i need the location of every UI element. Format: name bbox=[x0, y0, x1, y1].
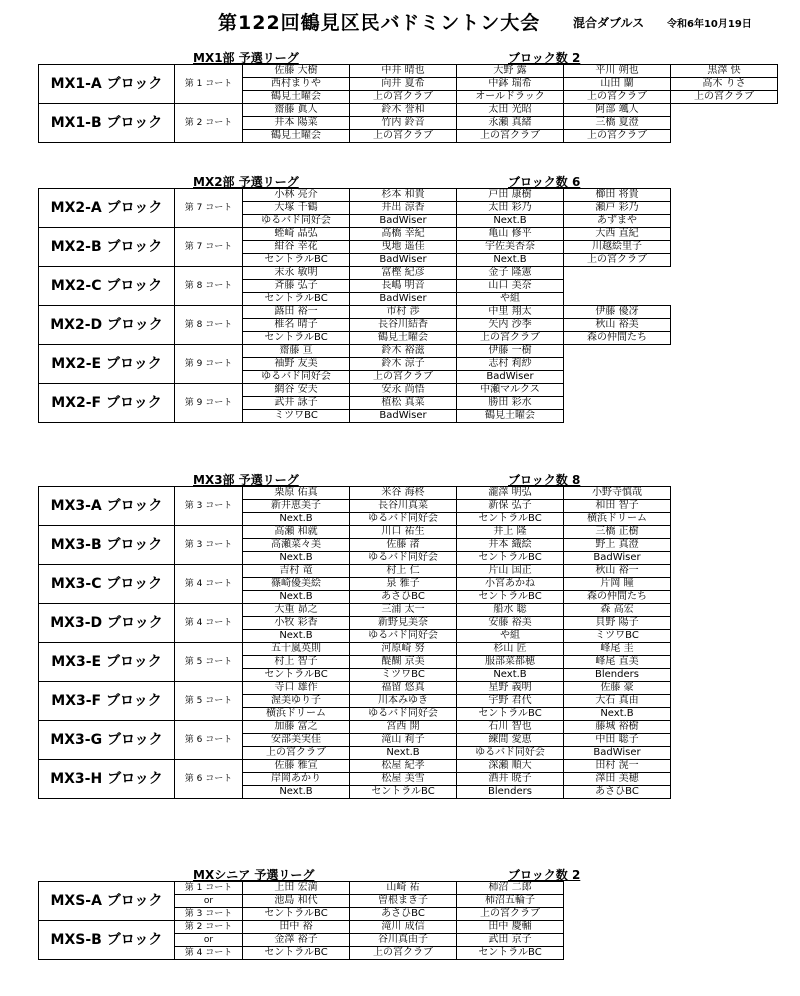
player-name: 松屋 美雪 bbox=[350, 773, 457, 786]
empty-cell bbox=[564, 267, 671, 280]
player-name: 富樫 紀彦 bbox=[350, 267, 457, 280]
player-name: 佐藤 豪 bbox=[564, 682, 671, 695]
player-name: 澤田 美穂 bbox=[564, 773, 671, 786]
court-label: 第 5 コート bbox=[175, 643, 243, 682]
court-label: or bbox=[175, 895, 243, 908]
block-name: MX2-A ブロック bbox=[39, 189, 175, 228]
player-name: 矢内 沙季 bbox=[457, 319, 564, 332]
team-name: セントラルBC bbox=[457, 513, 564, 526]
table-row bbox=[39, 526, 671, 539]
player-name: 滝山 莉子 bbox=[350, 734, 457, 747]
table-row bbox=[39, 882, 564, 895]
player-name: 蕗田 裕一 bbox=[243, 306, 350, 319]
player-name: 村上 仁 bbox=[350, 565, 457, 578]
player-name: 長谷川結香 bbox=[350, 319, 457, 332]
event-date: 令和6年10月19日 bbox=[667, 19, 752, 30]
team-name: 鶴見土曜会 bbox=[243, 91, 350, 104]
team-name: あさひBC bbox=[564, 786, 671, 799]
court-label: 第 4 コート bbox=[175, 947, 243, 960]
player-name: 村上 智子 bbox=[243, 656, 350, 669]
empty-cell bbox=[564, 371, 671, 384]
player-name: 柿沼五輪子 bbox=[457, 895, 564, 908]
player-name: 戸田 康樹 bbox=[457, 189, 564, 202]
player-name: 深瀬 順大 bbox=[457, 760, 564, 773]
player-name: 山崎 祐 bbox=[350, 882, 457, 895]
player-name: 上田 宏満 bbox=[243, 882, 350, 895]
player-name: 佐藤 渚 bbox=[350, 539, 457, 552]
team-name: ゆるバド同好会 bbox=[350, 513, 457, 526]
player-name: 石川 智也 bbox=[457, 721, 564, 734]
player-name: 野上 真澄 bbox=[564, 539, 671, 552]
player-name: 新井恵美子 bbox=[243, 500, 350, 513]
player-name: 山田 蘭 bbox=[564, 78, 671, 91]
player-name: 井出 涼香 bbox=[350, 202, 457, 215]
player-name: 宇野 君代 bbox=[457, 695, 564, 708]
player-name: 黒澤 快 bbox=[671, 65, 778, 78]
table-row bbox=[39, 306, 671, 319]
block-name: MX2-F ブロック bbox=[39, 384, 175, 423]
team-name: あさひBC bbox=[350, 908, 457, 921]
player-name: 大西 直紀 bbox=[564, 228, 671, 241]
block-count: ブロック数 8 bbox=[508, 473, 581, 487]
court-label: 第 7 コート bbox=[175, 189, 243, 228]
player-name: 井本 陽菜 bbox=[243, 117, 350, 130]
team-name: 横浜ドリーム bbox=[564, 513, 671, 526]
section-label: MXシニア 予選リーグ bbox=[193, 868, 315, 882]
court-label: 第 4 コート bbox=[175, 565, 243, 604]
team-name: Next.B bbox=[457, 669, 564, 682]
league-section bbox=[38, 48, 788, 143]
player-name: 酒井 暁子 bbox=[457, 773, 564, 786]
player-name: 武井 詠子 bbox=[243, 397, 350, 410]
player-name: 中田 聡子 bbox=[564, 734, 671, 747]
player-name: 三橋 正樹 bbox=[564, 526, 671, 539]
player-name: 宮西 開 bbox=[350, 721, 457, 734]
player-name: 鈴木 涼子 bbox=[350, 358, 457, 371]
team-name: セントラルBC bbox=[457, 591, 564, 604]
player-name: 谷川真由子 bbox=[350, 934, 457, 947]
player-name: 竹内 鈴音 bbox=[350, 117, 457, 130]
player-name: 篠崎優美絵 bbox=[243, 578, 350, 591]
team-name: 上の宮クラブ bbox=[671, 91, 778, 104]
player-name: 安部美実佳 bbox=[243, 734, 350, 747]
court-label: 第 7 コート bbox=[175, 228, 243, 267]
team-name: BadWiser bbox=[350, 254, 457, 267]
event-label: 混合ダブルス bbox=[573, 16, 645, 30]
player-name: 滝川 成信 bbox=[350, 921, 457, 934]
table-row bbox=[39, 682, 671, 695]
player-name: 秋山 裕一 bbox=[564, 565, 671, 578]
player-name: 向井 夏希 bbox=[350, 78, 457, 91]
player-name: 蛭崎 晶弘 bbox=[243, 228, 350, 241]
team-name: セントラルBC bbox=[243, 293, 350, 306]
player-name: 小牧 彩香 bbox=[243, 617, 350, 630]
player-name: 瀬戸 彩乃 bbox=[564, 202, 671, 215]
team-name: Next.B bbox=[243, 552, 350, 565]
court-label: 第 2 コート bbox=[175, 104, 243, 143]
table-row bbox=[39, 921, 564, 934]
team-name: セントラルBC bbox=[243, 947, 350, 960]
player-name: 金子 隆憲 bbox=[457, 267, 564, 280]
player-name: 高瀬 和就 bbox=[243, 526, 350, 539]
player-name: 三橋 夏澄 bbox=[564, 117, 671, 130]
player-name: 田村 滉一 bbox=[564, 760, 671, 773]
team-name: 上の宮クラブ bbox=[564, 130, 671, 143]
table-row bbox=[39, 643, 671, 656]
player-name: 勝田 彩水 bbox=[457, 397, 564, 410]
player-name: 椎名 晴子 bbox=[243, 319, 350, 332]
player-name: 和田 智子 bbox=[564, 500, 671, 513]
block-name: MX2-B ブロック bbox=[39, 228, 175, 267]
team-name: や組 bbox=[457, 293, 564, 306]
team-name: Next.B bbox=[457, 215, 564, 228]
player-name: 藤城 裕樹 bbox=[564, 721, 671, 734]
empty-cell bbox=[671, 117, 778, 130]
player-name: 宇佐美杏奈 bbox=[457, 241, 564, 254]
team-name: 上の宮クラブ bbox=[564, 254, 671, 267]
team-name: Next.B bbox=[243, 513, 350, 526]
table-row bbox=[39, 228, 671, 241]
player-name: 栗原 佑真 bbox=[243, 487, 350, 500]
player-name: 河原崎 努 bbox=[350, 643, 457, 656]
section-label: MX1部 予選リーグ bbox=[193, 51, 299, 65]
player-name: 長谷川真菜 bbox=[350, 500, 457, 513]
team-name: セントラルBC bbox=[350, 786, 457, 799]
player-name: 岸岡あかり bbox=[243, 773, 350, 786]
team-name: ゆるバド同好会 bbox=[243, 371, 350, 384]
player-name: 佐藤 大樹 bbox=[243, 65, 350, 78]
team-name: ミツワBC bbox=[350, 669, 457, 682]
team-name: 森の仲間たち bbox=[564, 591, 671, 604]
team-name: ミツワBC bbox=[243, 410, 350, 423]
player-name: 伊藤 一樹 bbox=[457, 345, 564, 358]
player-name: 泉 雅子 bbox=[350, 578, 457, 591]
team-name: BadWiser bbox=[350, 410, 457, 423]
court-label: 第 9 コート bbox=[175, 384, 243, 423]
player-name: 中瀬マルクス bbox=[457, 384, 564, 397]
player-name: 武田 京子 bbox=[457, 934, 564, 947]
section-header bbox=[38, 172, 788, 188]
player-name: 平川 朔也 bbox=[564, 65, 671, 78]
block-name: MXS-B ブロック bbox=[39, 921, 175, 960]
player-name: 片山 国正 bbox=[457, 565, 564, 578]
block-name: MXS-A ブロック bbox=[39, 882, 175, 921]
team-name: BadWiser bbox=[350, 293, 457, 306]
player-name: 安永 尚悟 bbox=[350, 384, 457, 397]
player-name: 伊藤 優冴 bbox=[564, 306, 671, 319]
player-name: 太田 彩乃 bbox=[457, 202, 564, 215]
empty-cell bbox=[564, 410, 671, 423]
block-name: MX1-B ブロック bbox=[39, 104, 175, 143]
block-table bbox=[38, 64, 778, 143]
block-name: MX1-A ブロック bbox=[39, 65, 175, 104]
player-name: 網谷 安夫 bbox=[243, 384, 350, 397]
player-name: 安藤 裕美 bbox=[457, 617, 564, 630]
player-name: 阿部 颯人 bbox=[564, 104, 671, 117]
player-name: 袖野 友美 bbox=[243, 358, 350, 371]
player-name: 加藤 富之 bbox=[243, 721, 350, 734]
court-label: 第 3 コート bbox=[175, 487, 243, 526]
court-label: 第 5 コート bbox=[175, 682, 243, 721]
team-name: BadWiser bbox=[350, 215, 457, 228]
block-table bbox=[38, 881, 564, 960]
team-name: BadWiser bbox=[457, 371, 564, 384]
player-name: 福留 悠真 bbox=[350, 682, 457, 695]
player-name: 西村まりや bbox=[243, 78, 350, 91]
team-name: セントラルBC bbox=[457, 708, 564, 721]
court-label: 第 6 コート bbox=[175, 760, 243, 799]
team-name: セントラルBC bbox=[243, 669, 350, 682]
player-name: 大重 昴之 bbox=[243, 604, 350, 617]
player-name: 瀧澤 明弘 bbox=[457, 487, 564, 500]
team-name: 森の仲間たち bbox=[564, 332, 671, 345]
team-name: セントラルBC bbox=[457, 947, 564, 960]
empty-cell bbox=[671, 130, 778, 143]
player-name: 亀山 修平 bbox=[457, 228, 564, 241]
player-name: 齋藤 眞人 bbox=[243, 104, 350, 117]
player-name: 三浦 太一 bbox=[350, 604, 457, 617]
player-name: 斉藤 弘子 bbox=[243, 280, 350, 293]
team-name: 上の宮クラブ bbox=[243, 747, 350, 760]
team-name: 鶴見土曜会 bbox=[243, 130, 350, 143]
player-name: 山口 美奈 bbox=[457, 280, 564, 293]
block-name: MX3-E ブロック bbox=[39, 643, 175, 682]
team-name: オールドラック bbox=[457, 91, 564, 104]
block-name: MX2-E ブロック bbox=[39, 345, 175, 384]
empty-cell bbox=[564, 358, 671, 371]
empty-cell bbox=[564, 345, 671, 358]
team-name: Next.B bbox=[243, 786, 350, 799]
player-name: 高木 りさ bbox=[671, 78, 778, 91]
player-name: 大石 真由 bbox=[564, 695, 671, 708]
block-name: MX3-A ブロック bbox=[39, 487, 175, 526]
league-section bbox=[38, 865, 788, 960]
player-name: 大野 露 bbox=[457, 65, 564, 78]
team-name: Blenders bbox=[564, 669, 671, 682]
team-name: ゆるバド同好会 bbox=[350, 630, 457, 643]
player-name: 吉村 竜 bbox=[243, 565, 350, 578]
empty-cell bbox=[564, 280, 671, 293]
block-name: MX3-D ブロック bbox=[39, 604, 175, 643]
player-name: 柿沼 二郎 bbox=[457, 882, 564, 895]
player-name: 小林 亮介 bbox=[243, 189, 350, 202]
team-name: 上の宮クラブ bbox=[350, 947, 457, 960]
table-row bbox=[39, 487, 671, 500]
team-name: 上の宮クラブ bbox=[350, 91, 457, 104]
team-name: 上の宮クラブ bbox=[457, 130, 564, 143]
section-header bbox=[38, 470, 788, 486]
league-section bbox=[38, 470, 788, 799]
player-name: 川口 祐生 bbox=[350, 526, 457, 539]
player-name: 池島 和代 bbox=[243, 895, 350, 908]
court-label: 第 1 コート bbox=[175, 65, 243, 104]
team-name: ゆるバド同好会 bbox=[350, 708, 457, 721]
league-section bbox=[38, 172, 788, 423]
team-name: ゆるバド同好会 bbox=[243, 215, 350, 228]
player-name: 中里 翔太 bbox=[457, 306, 564, 319]
player-name: 太田 光昭 bbox=[457, 104, 564, 117]
team-name: 上の宮クラブ bbox=[350, 130, 457, 143]
court-label: 第 1 コート bbox=[175, 882, 243, 895]
player-name: 高瀬菜々美 bbox=[243, 539, 350, 552]
player-name: 寺口 雄作 bbox=[243, 682, 350, 695]
player-name: 醍醐 京美 bbox=[350, 656, 457, 669]
player-name: 五十嵐英則 bbox=[243, 643, 350, 656]
block-name: MX3-G ブロック bbox=[39, 721, 175, 760]
block-count: ブロック数 2 bbox=[508, 51, 581, 65]
empty-cell bbox=[564, 397, 671, 410]
player-name: 杉本 和貴 bbox=[350, 189, 457, 202]
table-row bbox=[39, 565, 671, 578]
player-name: 練間 愛恵 bbox=[457, 734, 564, 747]
player-name: 井上 隆 bbox=[457, 526, 564, 539]
player-name: 齋藤 亘 bbox=[243, 345, 350, 358]
player-name: 大塚 千鶴 bbox=[243, 202, 350, 215]
court-label: 第 6 コート bbox=[175, 721, 243, 760]
team-name: 上の宮クラブ bbox=[350, 371, 457, 384]
player-name: 秋山 裕美 bbox=[564, 319, 671, 332]
block-count: ブロック数 2 bbox=[508, 868, 581, 882]
court-label: or bbox=[175, 934, 243, 947]
table-row bbox=[39, 65, 778, 78]
team-name: セントラルBC bbox=[243, 908, 350, 921]
player-name: 末永 敏明 bbox=[243, 267, 350, 280]
team-name: ゆるバド同好会 bbox=[457, 747, 564, 760]
section-header bbox=[38, 865, 788, 881]
table-row bbox=[39, 189, 671, 202]
team-name: BadWiser bbox=[564, 552, 671, 565]
player-name: 川越絵里子 bbox=[564, 241, 671, 254]
player-name: 紺谷 幸花 bbox=[243, 241, 350, 254]
team-name: あさひBC bbox=[350, 591, 457, 604]
section-label: MX3部 予選リーグ bbox=[193, 473, 299, 487]
table-row bbox=[39, 345, 671, 358]
block-name: MX3-B ブロック bbox=[39, 526, 175, 565]
player-name: 船水 聡 bbox=[457, 604, 564, 617]
player-name: 小野寺慎哉 bbox=[564, 487, 671, 500]
player-name: 貝野 陽子 bbox=[564, 617, 671, 630]
player-name: 鈴木 誉和 bbox=[350, 104, 457, 117]
player-name: 新野見美奈 bbox=[350, 617, 457, 630]
player-name: 森 高宏 bbox=[564, 604, 671, 617]
team-name: ゆるバド同好会 bbox=[350, 552, 457, 565]
player-name: 小宮あかね bbox=[457, 578, 564, 591]
player-name: 新保 弘子 bbox=[457, 500, 564, 513]
court-label: 第 3 コート bbox=[175, 526, 243, 565]
player-name: 峰尾 圭 bbox=[564, 643, 671, 656]
table-row bbox=[39, 760, 671, 773]
court-label: 第 4 コート bbox=[175, 604, 243, 643]
player-name: 中井 晴也 bbox=[350, 65, 457, 78]
player-name: 植松 真菜 bbox=[350, 397, 457, 410]
team-name: 上の宮クラブ bbox=[564, 91, 671, 104]
section-header bbox=[38, 48, 788, 64]
player-name: 永瀬 真緒 bbox=[457, 117, 564, 130]
player-name: 市村 渉 bbox=[350, 306, 457, 319]
team-name: Next.B bbox=[457, 254, 564, 267]
page-title: 第122回鶴見区民バドミントン大会 bbox=[218, 12, 541, 34]
player-name: 鈴木 裕滋 bbox=[350, 345, 457, 358]
team-name: 鶴見土曜会 bbox=[350, 332, 457, 345]
player-name: 田中 裕 bbox=[243, 921, 350, 934]
player-name: 佐藤 雅宣 bbox=[243, 760, 350, 773]
player-name: 井本 織絵 bbox=[457, 539, 564, 552]
team-name: 上の宮クラブ bbox=[457, 332, 564, 345]
team-name: Blenders bbox=[457, 786, 564, 799]
table-row bbox=[39, 721, 671, 734]
court-label: 第 2 コート bbox=[175, 921, 243, 934]
player-name: 渥美ゆり子 bbox=[243, 695, 350, 708]
player-name: 金澤 裕子 bbox=[243, 934, 350, 947]
block-name: MX2-D ブロック bbox=[39, 306, 175, 345]
team-name: Next.B bbox=[564, 708, 671, 721]
team-name: セントラルBC bbox=[457, 552, 564, 565]
team-name: 横浜ドリーム bbox=[243, 708, 350, 721]
player-name: 志村 莉紗 bbox=[457, 358, 564, 371]
empty-cell bbox=[564, 293, 671, 306]
player-name: 櫛田 将貴 bbox=[564, 189, 671, 202]
player-name: 曽根まき子 bbox=[350, 895, 457, 908]
team-name: や組 bbox=[457, 630, 564, 643]
player-name: 峰尾 直美 bbox=[564, 656, 671, 669]
block-table bbox=[38, 188, 671, 423]
empty-cell bbox=[564, 384, 671, 397]
table-row bbox=[39, 267, 671, 280]
player-name: 松屋 紀孝 bbox=[350, 760, 457, 773]
team-name: BadWiser bbox=[564, 747, 671, 760]
team-name: セントラルBC bbox=[243, 254, 350, 267]
player-name: 米谷 海柊 bbox=[350, 487, 457, 500]
table-row bbox=[39, 604, 671, 617]
empty-cell bbox=[671, 104, 778, 117]
court-label: 第 9 コート bbox=[175, 345, 243, 384]
player-name: 杉山 匠 bbox=[457, 643, 564, 656]
player-name: 星野 義明 bbox=[457, 682, 564, 695]
team-name: Next.B bbox=[243, 630, 350, 643]
team-name: Next.B bbox=[243, 591, 350, 604]
block-name: MX2-C ブロック bbox=[39, 267, 175, 306]
team-name: Next.B bbox=[350, 747, 457, 760]
player-name: 服部菜都穂 bbox=[457, 656, 564, 669]
court-label: 第 3 コート bbox=[175, 908, 243, 921]
player-name: 田中 慶輔 bbox=[457, 921, 564, 934]
player-name: 川本みゆき bbox=[350, 695, 457, 708]
team-name: ミツワBC bbox=[564, 630, 671, 643]
block-table bbox=[38, 486, 671, 799]
court-label: 第 8 コート bbox=[175, 306, 243, 345]
block-name: MX3-H ブロック bbox=[39, 760, 175, 799]
player-name: 片岡 瞳 bbox=[564, 578, 671, 591]
team-name: 鶴見土曜会 bbox=[457, 410, 564, 423]
block-name: MX3-C ブロック bbox=[39, 565, 175, 604]
player-name: 長嶋 明音 bbox=[350, 280, 457, 293]
team-name: 上の宮クラブ bbox=[457, 908, 564, 921]
block-count: ブロック数 6 bbox=[508, 175, 581, 189]
team-name: あずまや bbox=[564, 215, 671, 228]
player-name: 曳地 遥佳 bbox=[350, 241, 457, 254]
block-name: MX3-F ブロック bbox=[39, 682, 175, 721]
table-row bbox=[39, 104, 778, 117]
player-name: 高橋 幸紀 bbox=[350, 228, 457, 241]
section-label: MX2部 予選リーグ bbox=[193, 175, 299, 189]
table-row bbox=[39, 384, 671, 397]
court-label: 第 8 コート bbox=[175, 267, 243, 306]
team-name: セントラルBC bbox=[243, 332, 350, 345]
player-name: 中鉢 瑞希 bbox=[457, 78, 564, 91]
